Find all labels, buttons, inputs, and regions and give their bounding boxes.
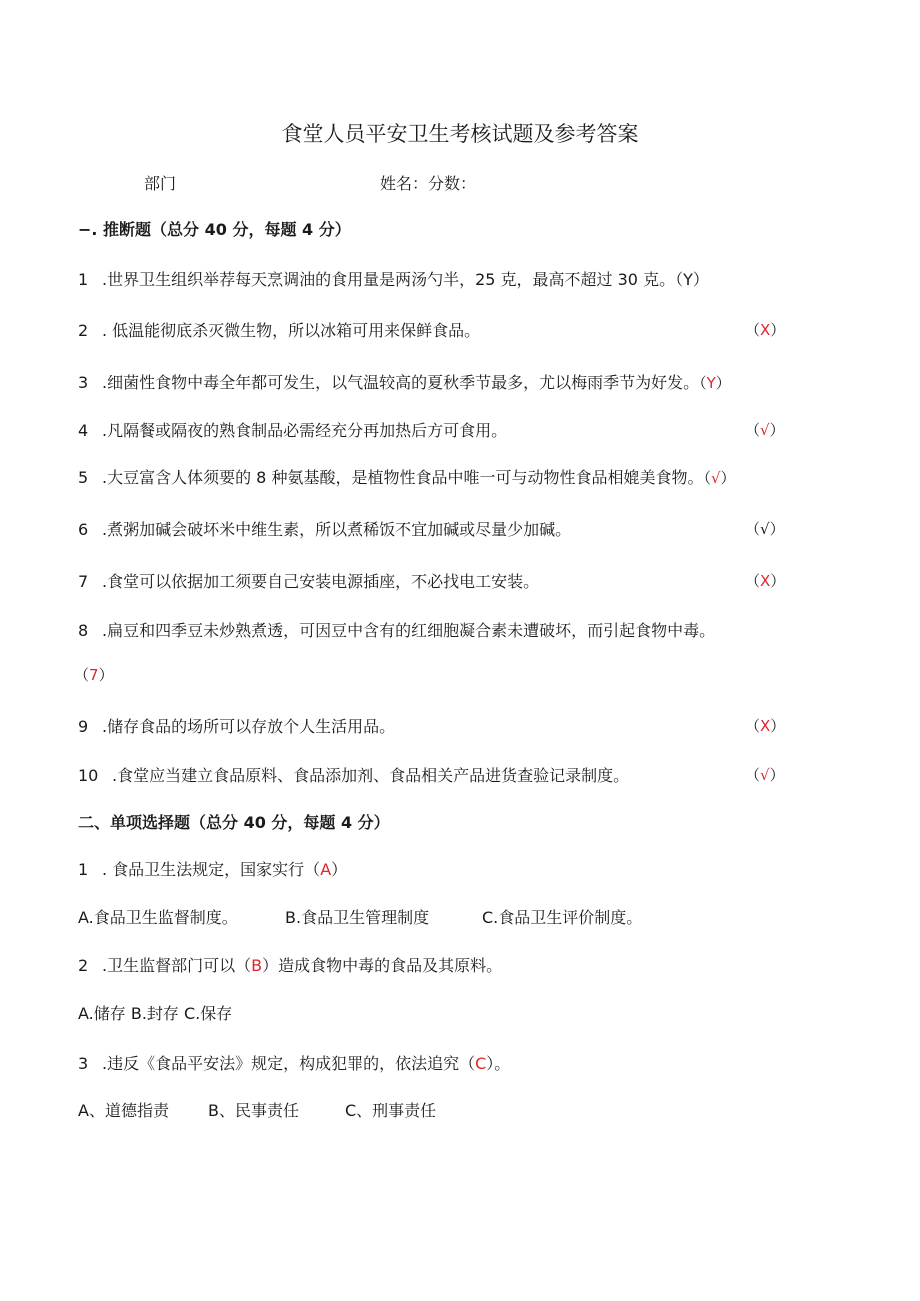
judge-question (78, 318, 480, 341)
question-text: .卫生监督部门可以（ (102, 956, 252, 975)
answer-bracket: （X） (745, 717, 786, 735)
question-text: .扁豆和四季豆未炒熟煮透，可因豆中含有的红细胞凝合素未遭破坏，而引起食物中毒。 (102, 621, 716, 640)
option-b: B.食品卫生管理制度 (285, 908, 430, 927)
answer-mark: A (320, 860, 332, 879)
judge-question (78, 763, 629, 786)
answer-bracket: （X） (745, 572, 786, 590)
question-number: 4 (78, 421, 89, 440)
answer-mark: X (760, 321, 771, 339)
answer-bracket: （√） (745, 766, 785, 784)
name-score-label: 姓名：分数： (380, 174, 477, 193)
question-number: 2 (78, 956, 89, 975)
question-text: . 低温能彻底杀灭微生物，所以冰箱可用来保鲜食品。 (102, 321, 481, 340)
question-number: 5 (78, 468, 89, 487)
answer-bracket: （√） (745, 520, 785, 538)
judge-question (78, 418, 507, 441)
answer-mark: Y (706, 374, 716, 392)
option-b: B、民事责任 (208, 1101, 299, 1120)
answer-bracket: （√） (745, 421, 785, 439)
question-text: .凡隔餐或隔夜的熟食制品必需经充分再加热后方可食用。 (102, 421, 508, 440)
option-a: A.食品卫生监督制度。 (78, 908, 238, 927)
choice-question: 1 . 食品卫生法规定，国家实行（A） (78, 860, 348, 879)
answer-bracket: （Y） (675, 270, 709, 289)
question-number: 1 (78, 270, 89, 289)
answer-mark: B (251, 956, 263, 975)
question-number: 6 (78, 520, 89, 539)
question-number: 2 (78, 321, 89, 340)
question-text: .大豆富含人体须要的 8 种氨基酸，是植物性食品中唯一可与动物性食品相媲美食物。 (102, 468, 704, 487)
answer-mark: √ (760, 766, 770, 784)
option-c: C.食品卫生评价制度。 (482, 908, 643, 927)
question-text: .细菌性食物中毒全年都可发生，以气温较高的夏秋季节最多，尤以梅雨季节为好发。 (102, 373, 700, 392)
options-line: A.储存 B.封存 C.保存 (78, 1004, 233, 1023)
answer-bracket: （X） (745, 321, 786, 339)
answer-mark: C (475, 1054, 487, 1073)
question-number: 3 (78, 1054, 89, 1073)
answer-bracket: （√） (703, 469, 736, 487)
question-number: 1 (78, 860, 89, 879)
question-text: .储存食品的场所可以存放个人生活用品。 (102, 717, 396, 736)
answer-bracket: （Y） (699, 374, 731, 392)
section1-heading: −. 推断题（总分 40 分，每题 4 分） (78, 220, 351, 239)
judge-question (78, 517, 571, 540)
question-number: 7 (78, 572, 89, 591)
department-label: 部门 (144, 174, 177, 193)
question-text: .食堂应当建立食品原料、食品添加剂、食品相关产品进货查验记录制度。 (112, 766, 630, 785)
answer-mark: Y (683, 270, 693, 289)
judge-question (78, 569, 539, 592)
question-text: .违反《食品平安法》规定，构成犯罪的，依法追究（ (102, 1054, 476, 1073)
judge-question (78, 618, 715, 641)
question-number: 10 (78, 766, 99, 785)
judge-question (78, 714, 395, 737)
option-c: C、刑事责任 (345, 1101, 437, 1120)
answer-mark: √ (760, 421, 770, 439)
question-text: .食堂可以依据加工须要自己安装电源插座，不必找电工安装。 (102, 572, 540, 591)
question-text: .煮粥加碱会破坏米中维生素，所以煮稀饭不宜加碱或尽量少加碱。 (102, 520, 572, 539)
question-number: 8 (78, 621, 89, 640)
page-title: 食堂人员平安卫生考核试题及参考答案 (281, 122, 639, 146)
question-text: . 食品卫生法规定，国家实行（ (102, 860, 321, 879)
choice-question: 3 .违反《食品平安法》规定，构成犯罪的，依法追究（C）。 (78, 1054, 511, 1073)
answer-mark: X (760, 717, 771, 735)
answer-mark: √ (760, 520, 770, 538)
answer-mark: 7 (89, 666, 99, 684)
judge-question (78, 267, 709, 290)
question-number: 3 (78, 373, 89, 392)
option-a: A、道德指责 (78, 1101, 169, 1120)
answer-mark: √ (710, 469, 721, 487)
choice-question: 2 .卫生监督部门可以（B）造成食物中毒的食品及其原料。 (78, 956, 503, 975)
judge-question (78, 370, 731, 393)
question-text: .世界卫生组织举荐每天烹调油的食用量是两汤勺半，25 克，最高不超过 30 克。 (102, 270, 676, 289)
answer-bracket: （7） (74, 666, 114, 684)
question-number: 9 (78, 717, 89, 736)
section2-heading: 二、单项选择题（总分 40 分，每题 4 分） (78, 813, 390, 832)
answer-mark: X (760, 572, 771, 590)
judge-question (78, 465, 736, 488)
